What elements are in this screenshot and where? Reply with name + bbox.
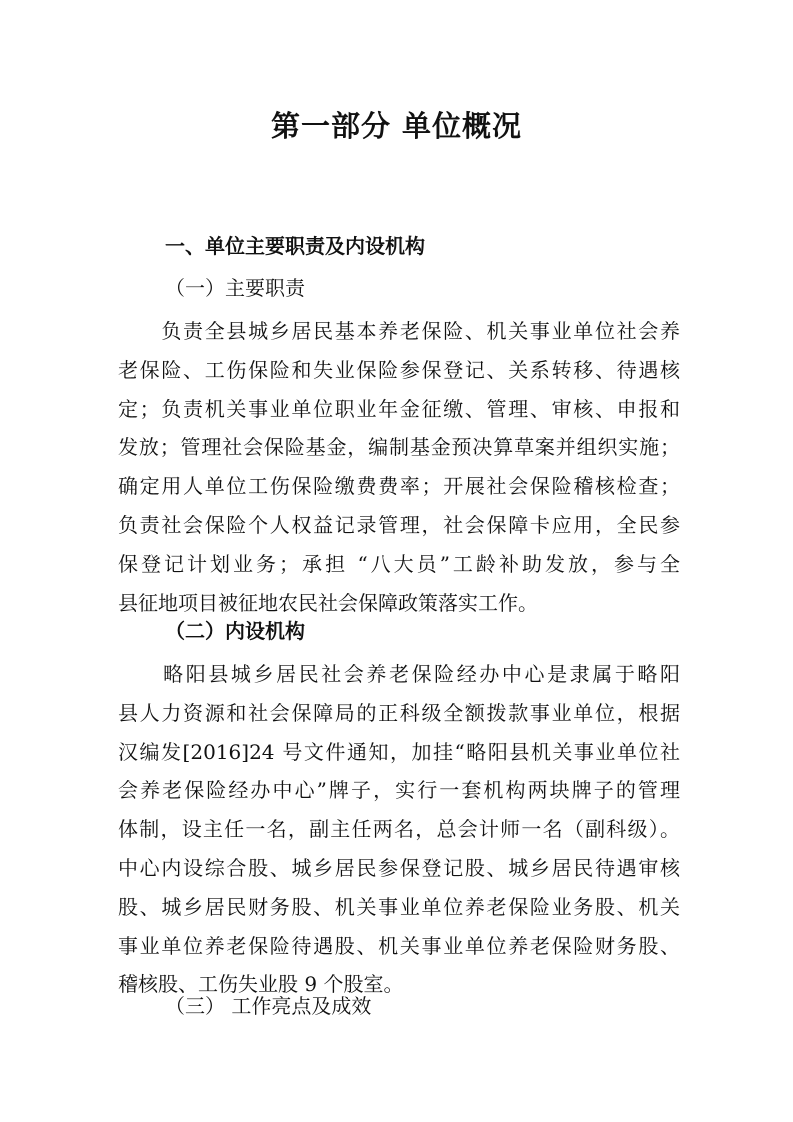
page-title: 第一部分 单位概况	[270, 109, 523, 143]
section-heading: 一、单位主要职责及内设机构	[165, 234, 425, 258]
paragraph-line: 体制，设主任一名，副主任两名，总会计师一名（副科级）。	[118, 817, 680, 842]
structure-paragraph	[118, 655, 680, 1004]
subsection-heading-duties: （一）主要职责	[165, 276, 305, 300]
paragraph-line: 发放；管理社会保险基金，编制基金预决算草案并组织实施；	[118, 435, 680, 460]
paragraph-line: 定；负责机关事业单位职业年金征缴、管理、审核、申报和	[118, 396, 680, 421]
paragraph-line: 负责全县城乡居民基本养老保险、机关事业单位社会养	[118, 319, 680, 343]
paragraph-line: 县人力资源和社会保障局的正科级全额拨款事业单位，根据	[118, 700, 680, 725]
paragraph-line: 负责社会保险个人权益记录管理，社会保障卡应用，全民参	[118, 512, 680, 537]
paragraph-line: 略阳县城乡居民社会养老保险经办中心是隶属于略阳	[118, 662, 680, 686]
paragraph-line: 会养老保险经办中心”牌子，实行一套机构两块牌子的管理	[118, 778, 680, 803]
paragraph-line: 稽核股、工伤失业股 9 个股室。	[118, 972, 404, 997]
subsection-heading-structure: （二）内设机构	[165, 619, 305, 643]
duties-paragraph	[118, 312, 680, 622]
paragraph-line: 汉编发[2016]24 号文件通知，加挂“略阳县机关事业单位社	[118, 739, 680, 764]
subsection-heading-highlights: （三） 工作亮点及成效	[165, 994, 372, 1018]
paragraph-line: 股、城乡居民财务股、机关事业单位养老保险业务股、机关	[118, 894, 680, 919]
paragraph-line: 保登记计划业务；承担 “八大员”工龄补助发放，参与全	[118, 551, 680, 576]
paragraph-line: 确定用人单位工伤保险缴费费率；开展社会保险稽核检查；	[118, 474, 680, 499]
paragraph-line: 事业单位养老保险待遇股、机关事业单位养老保险财务股、	[118, 933, 680, 958]
paragraph-line: 中心内设综合股、城乡居民参保登记股、城乡居民待遇审核	[118, 855, 680, 880]
paragraph-line: 县征地项目被征地农民社会保障政策落实工作。	[118, 590, 538, 615]
paragraph-line: 老保险、工伤保险和失业保险参保登记、关系转移、待遇核	[118, 357, 680, 382]
